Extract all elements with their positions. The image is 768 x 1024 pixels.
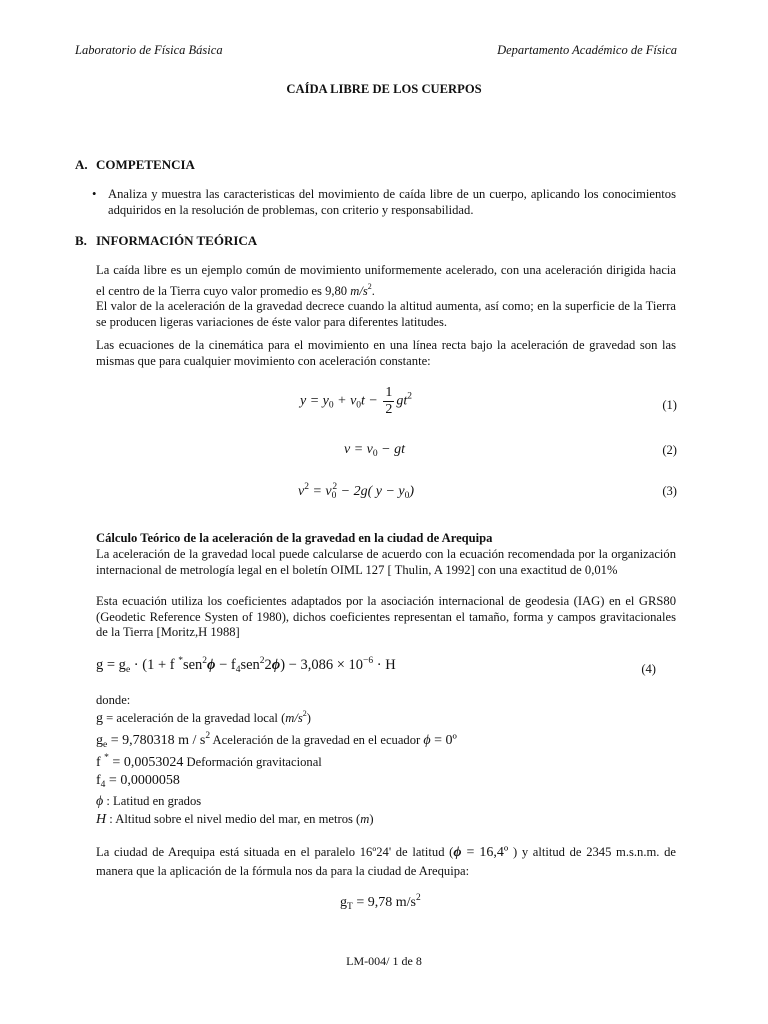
equation-2-number: (2) [662, 443, 677, 457]
paragraph-arequipa: La ciudad de Arequipa está situada en el paralelo 16º24' de latitud (ϕ = 16,4º ) y altitud de 2345 m.s.n.m. de manera que la aplicación de la fórmula nos da para la ciudad de Arequipa: [96, 845, 676, 878]
glossary-h: H : Altitud sobre el nivel medio del mar, en metros (m) [96, 812, 374, 827]
document-title: CAÍDA LIBRE DE LOS CUERPOS [286, 82, 482, 96]
paragraph-gravity-variation: El valor de la aceleración de la gravedad decrece cuando la altitud aumenta, así como; en la superficie de la Tierra se producen ligeras variaciones de éste valor para diferentes latitudes. [96, 299, 676, 329]
result-equation: $g_T = 9,78$ $m/s^2$ [340, 893, 421, 912]
glossary-ge: $g_e = 9,780318$ m / $s^2$ Aceleración de la gravedad en el ecuador ϕ = 0º [96, 731, 457, 750]
equation-1: $y = y_0 + v_0t$ − $\frac{1}{2}$ $gt^2$ [300, 385, 413, 417]
equation-1-number: (1) [662, 398, 677, 412]
section-a-heading [75, 157, 195, 173]
header-right: Departamento Académico de Física [497, 43, 677, 57]
paragraph-free-fall: La caída libre es un ejemplo común de movimiento uniformemente acelerado, con una aceleración dirigida hacia el centro de la Tierra cuyo valor promedio es 9,80 $m/s^2$. El valor de la aceleración de la gravedad decrece cuando la altitud aumenta, así como; en la superficie de la Tierra se producen ligeras variaciones de éste valor para diferentes latitudes. [96, 263, 676, 329]
equation-4-number: (4) [641, 662, 656, 676]
bullet-icon: • [92, 187, 97, 201]
paragraph-oiml: La aceleración de la gravedad local puede calcularse de acuerdo con la ecuación recomendada por la organización internacional de metrología legal en el boletín OIML 127 [ Thulin, A 1992] con una exactitud de 0,01% [96, 547, 676, 577]
donde-label: donde: [96, 693, 131, 707]
section-a-bullet [92, 187, 676, 218]
equation-4: $g = g_e \cdot (1 + f$ $^*sen^2\phi - f_4sen^22\phi) - 3,086 \times 10^{-6} \cdot H$ [96, 656, 396, 675]
paragraph-grs80: Esta ecuación utiliza los coeficientes adaptados por la asociación internacional de geodesia (IAG) en el GRS80 (Geodetic Reference Systen of 1980), dichos coeficientes representan el tamaño, forma y campos gravitacionales de la Tierra [Moritz,H 1988] [96, 594, 676, 640]
bullet-text: Analiza y muestra las caracteristicas del movimiento de caída libre de un cuerpo, aplicando los conocimientos adquiridos en la resolución de problemas, con criterio y responsabilidad. [108, 187, 676, 217]
paragraph-free-fall-text: La caída libre es un ejemplo común de movimiento uniformemente acelerado, con una aceleración dirigida hacia el centro de la Tierra cuyo valor promedio es 9,80 [96, 263, 676, 298]
header-left: Laboratorio de Física Básica [75, 43, 223, 57]
glossary-phi: ϕ : Latitud en grados [96, 794, 202, 809]
equation-3-number: (3) [662, 484, 677, 498]
paragraph-kinematics: Las ecuaciones de la cinemática para el movimiento en una línea recta bajo la aceleración de gravedad son las mismas que para cualquier movimiento con aceleración constante: [96, 338, 676, 368]
page-footer: LM-004/ 1 de 8 [346, 954, 422, 968]
section-b-title: INFORMACIÓN TEÓRICA [96, 233, 258, 248]
glossary-f: f * = 0,0053024 Deformación gravitacional [96, 753, 322, 770]
section-b-heading [75, 233, 257, 249]
section-a-letter: A. [75, 157, 88, 172]
equation-3: $v^2 = v_0^2 - 2g$( $y - y_0$) [298, 482, 415, 501]
glossary-f4: $f_4 = 0,0000058$ [96, 773, 180, 790]
equation-2: $v = v_0$ − gt [344, 442, 405, 459]
section-b-letter: B. [75, 233, 87, 248]
acceleration-unit: m/s [350, 283, 368, 298]
calc-heading: Cálculo Teórico de la aceleración de la gravedad en la ciudad de Arequipa [96, 531, 493, 545]
section-a-title: COMPETENCIA [96, 157, 195, 172]
glossary-g: g = aceleración de la gravedad local $(m/s^2)$ [96, 709, 311, 726]
